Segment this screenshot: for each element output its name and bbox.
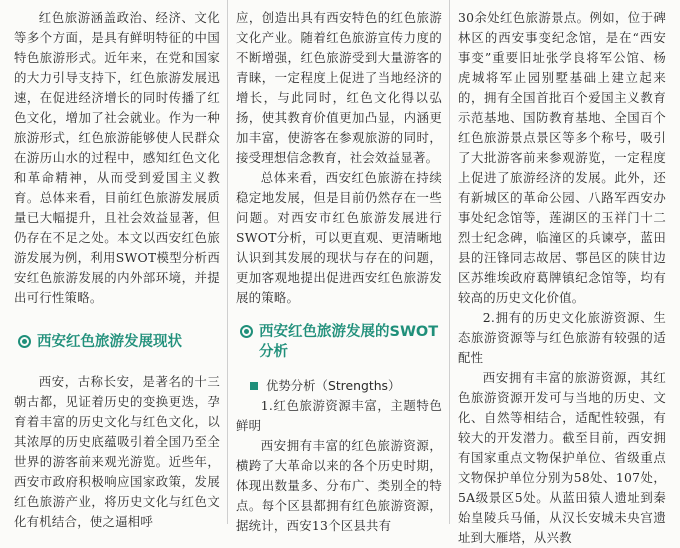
resources-paragraph: 西安拥有丰富的旅游资源，其红色旅游资源开发可与当地的历史、文化、自然等相结合，适配性较强，有较大的开发潜力。截至目前，西安拥有国家重点文物保护单位、省级重点文物保护单位分别为58处、107处，5A级景区5处。从蓝田猿人遗址到秦始皇陵兵马俑，从汉长安城未央宫遗址到大雁塔，从兴教 [458, 370, 666, 545]
point-heading: 1.红色旅游资源丰富，主题特色鲜明 [236, 398, 442, 433]
paragraph-continued: 30余处红色旅游景点。例如，位于碑林区的西安事变纪念馆，是在“西安事变”重要旧址张学良将军公馆、杨虎城将军止园别墅基础上建立起来的，拥有全国首批百个爱国主义教育示范基地、国防教育基地、全国百个红色旅游景点景区等多个称号，吸引了大批游客前来参观游览，一定程度上促进了旅游经济的发展。此外，还有新城区的革命公园、八路军西安办事处纪念馆等，莲湖区的玉祥门十二烈士纪念碑，临潼区的兵谏亭，蓝田县的汪锋同志故居、鄠邑区的陕甘边区苏维埃政府葛牌镇纪念馆等，均有较高的历史文化价值。 [458, 10, 666, 305]
column-3 [458, 0, 666, 548]
section-bullet-icon [240, 325, 253, 338]
status-paragraph: 西安，古称长安，是著名的十三朝古都，见证着历史的变换更迭，孕育着丰富的历史文化与红色文化，以其浓厚的历史底蕴吸引着全国乃至全世界的游客前来观光游览。近些年，西安市政府积极响应国家政策，发展红色旅游产业，将历史文化与红色文化有机结合，使之逼相呼 [14, 374, 220, 529]
column-2 [236, 0, 442, 536]
strengths-paragraph: 西安拥有丰富的红色旅游资源，横跨了大革命以来的各个历史时期，体现出数量多、分布广、类别全的特点。每个区县都拥有红色旅游资源，据统计，西安13个区县共有 [236, 438, 442, 533]
column-1 [14, 0, 220, 532]
paragraph-continued: 应，创造出具有西安特色的红色旅游文化产业。随着红色旅游宣传力度的不断增强，红色旅游受到大量游客的青睐，一定程度上促进了当地经济的增长，与此同时，红色文化得以弘扬，使其教育价值更加凸显，内涵更加丰富，使游客在参观旅游的同时，接受理想信念教育，社会效益显著。 [236, 10, 442, 165]
summary-paragraph: 总体来看，西安红色旅游在持续稳定地发展，但是目前仍然存在一些问题。对西安市红色旅游发展进行SWOT分析，可以更直观、更清晰地认识到其发展的现状与存在的问题，更加客观地提出促进西安红色旅游发展的策略。 [236, 170, 442, 305]
section-bullet-icon [18, 335, 31, 348]
intro-paragraph: 红色旅游涵盖政治、经济、文化等多个方面，是具有鲜明特征的中国特色旅游形式。近年来，在党和国家的大力引导支持下，红色旅游发展迅速，在促进经济增长的同时传播了红色文化，增加了社会就业。作为一种旅游形式，红色旅游能够使人民群众在游历山水的过程中，感知红色文化和革命精神，从而受到爱国主义教育。总体来看，目前红色旅游发展质量已大幅提升，且社会效益显著，但仍存在不足之处。本文以西安红色旅游发展为例，利用SWOT模型分析西安红色旅游发展的内外部环境，并提出可行性策略。 [14, 10, 220, 305]
point-heading: 2.拥有的历史文化旅游资源、生态旅游资源等与红色旅游有较强的适配性 [458, 310, 666, 365]
section-heading-text: 西安红色旅游发展的SWOT分析 [259, 324, 439, 360]
subheading-strengths [236, 376, 442, 396]
column-divider [449, 0, 450, 524]
column-divider [227, 0, 228, 524]
subheading-text: 优势分析（Strengths） [266, 378, 401, 393]
section-heading-swot [236, 322, 442, 362]
section-heading-text: 西安红色旅游发展现状 [37, 334, 182, 350]
section-heading-status [14, 332, 220, 352]
square-bullet-icon [250, 382, 258, 390]
